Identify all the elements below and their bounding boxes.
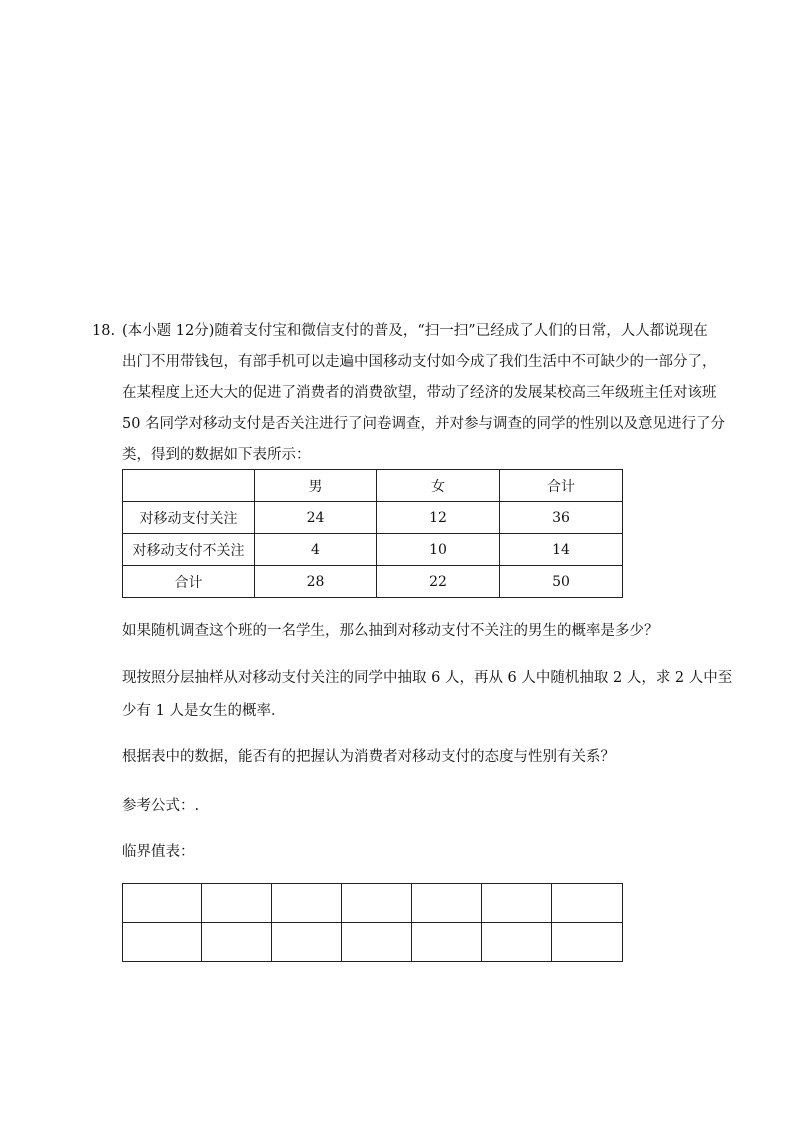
table-header-row: [123, 470, 623, 502]
table-row: [123, 502, 623, 534]
table-row: [123, 534, 623, 566]
critical-table-cell: [342, 884, 412, 923]
critical-table-cell: [272, 923, 342, 962]
table-cell: 4: [255, 534, 377, 566]
table-cell: 10: [377, 534, 500, 566]
table-header-cell: 女: [377, 470, 500, 502]
critical-table-cell: [202, 884, 272, 923]
table-cell: 14: [500, 534, 623, 566]
problem-line-1: [92, 316, 712, 347]
table-cell: 36: [500, 502, 623, 534]
question-number: 18.: [92, 323, 116, 339]
table-header-cell: [123, 470, 255, 502]
table-row-label: 对移动支付关注: [123, 502, 255, 534]
formula-label: 参考公式：.: [122, 798, 200, 814]
sub-question-2-line-1: 现按照分层抽样从对移动支付关注的同学中抽取 6 人，再从 6 人中随机抽取 2 人，求 2 人中至: [122, 670, 733, 686]
critical-table-cell: [202, 923, 272, 962]
problem-text-line-2: 出门不用带钱包，有部手机可以走遍中国移动支付如今成了我们生活中不可缺少的一部分了，: [122, 354, 717, 370]
critical-table-cell: [272, 884, 342, 923]
table-row-label: 对移动支付不关注: [123, 534, 255, 566]
problem-text-line-5: 类，得到的数据如下表所示：: [122, 447, 311, 463]
critical-table-cell: [412, 884, 482, 923]
problem-line-4: [92, 409, 726, 440]
critical-value-label: 临界值表：: [122, 844, 195, 860]
table-cell: 50: [500, 566, 623, 598]
table-cell: 12: [377, 502, 500, 534]
critical-table-cell: [552, 884, 623, 923]
critical-table-row: [123, 884, 623, 923]
table-cell: 24: [255, 502, 377, 534]
problem-line-3: [92, 378, 717, 409]
critical-table-cell: [552, 923, 623, 962]
table-row-label: 合计: [123, 566, 255, 598]
table-header-cell: 男: [255, 470, 377, 502]
problem-line-5: [92, 440, 712, 471]
critical-table-cell: [123, 923, 202, 962]
critical-table-cell: [482, 923, 552, 962]
sub-question-1: 如果随机调查这个班的一名学生，那么抽到对移动支付不关注的男生的概率是多少？: [122, 623, 659, 639]
problem-text-line-3: 在某程度上还大大的促进了消费者的消费欲望，带动了经济的发展某校高三年级班主任对该班: [122, 385, 717, 401]
critical-table-cell: [342, 923, 412, 962]
problem-statement: [92, 316, 726, 471]
problem-text-line-4: 50 名同学对移动支付是否关注进行了问卷调查，并对参与调查的同学的性别以及意见进行了分: [122, 416, 726, 432]
critical-table-cell: [123, 884, 202, 923]
table-row: [123, 566, 623, 598]
contingency-table: [122, 469, 623, 598]
table-cell: 28: [255, 566, 377, 598]
sub-question-3: 根据表中的数据，能否有的把握认为消费者对移动支付的态度与性别有关系？: [122, 749, 615, 765]
problem-line-2: [92, 347, 717, 378]
critical-table-cell: [412, 923, 482, 962]
critical-table-row: [123, 923, 623, 962]
sub-question-2-line-2: 少有 1 人是女生的概率．: [122, 703, 286, 719]
critical-value-table: [122, 883, 623, 962]
critical-table-cell: [482, 884, 552, 923]
table-cell: 22: [377, 566, 500, 598]
table-header-cell: 合计: [500, 470, 623, 502]
problem-text-line-1: (本小题 12分)随着支付宝和微信支付的普及，“扫一扫”已经成了人们的日常，人人都说现在: [122, 323, 708, 339]
